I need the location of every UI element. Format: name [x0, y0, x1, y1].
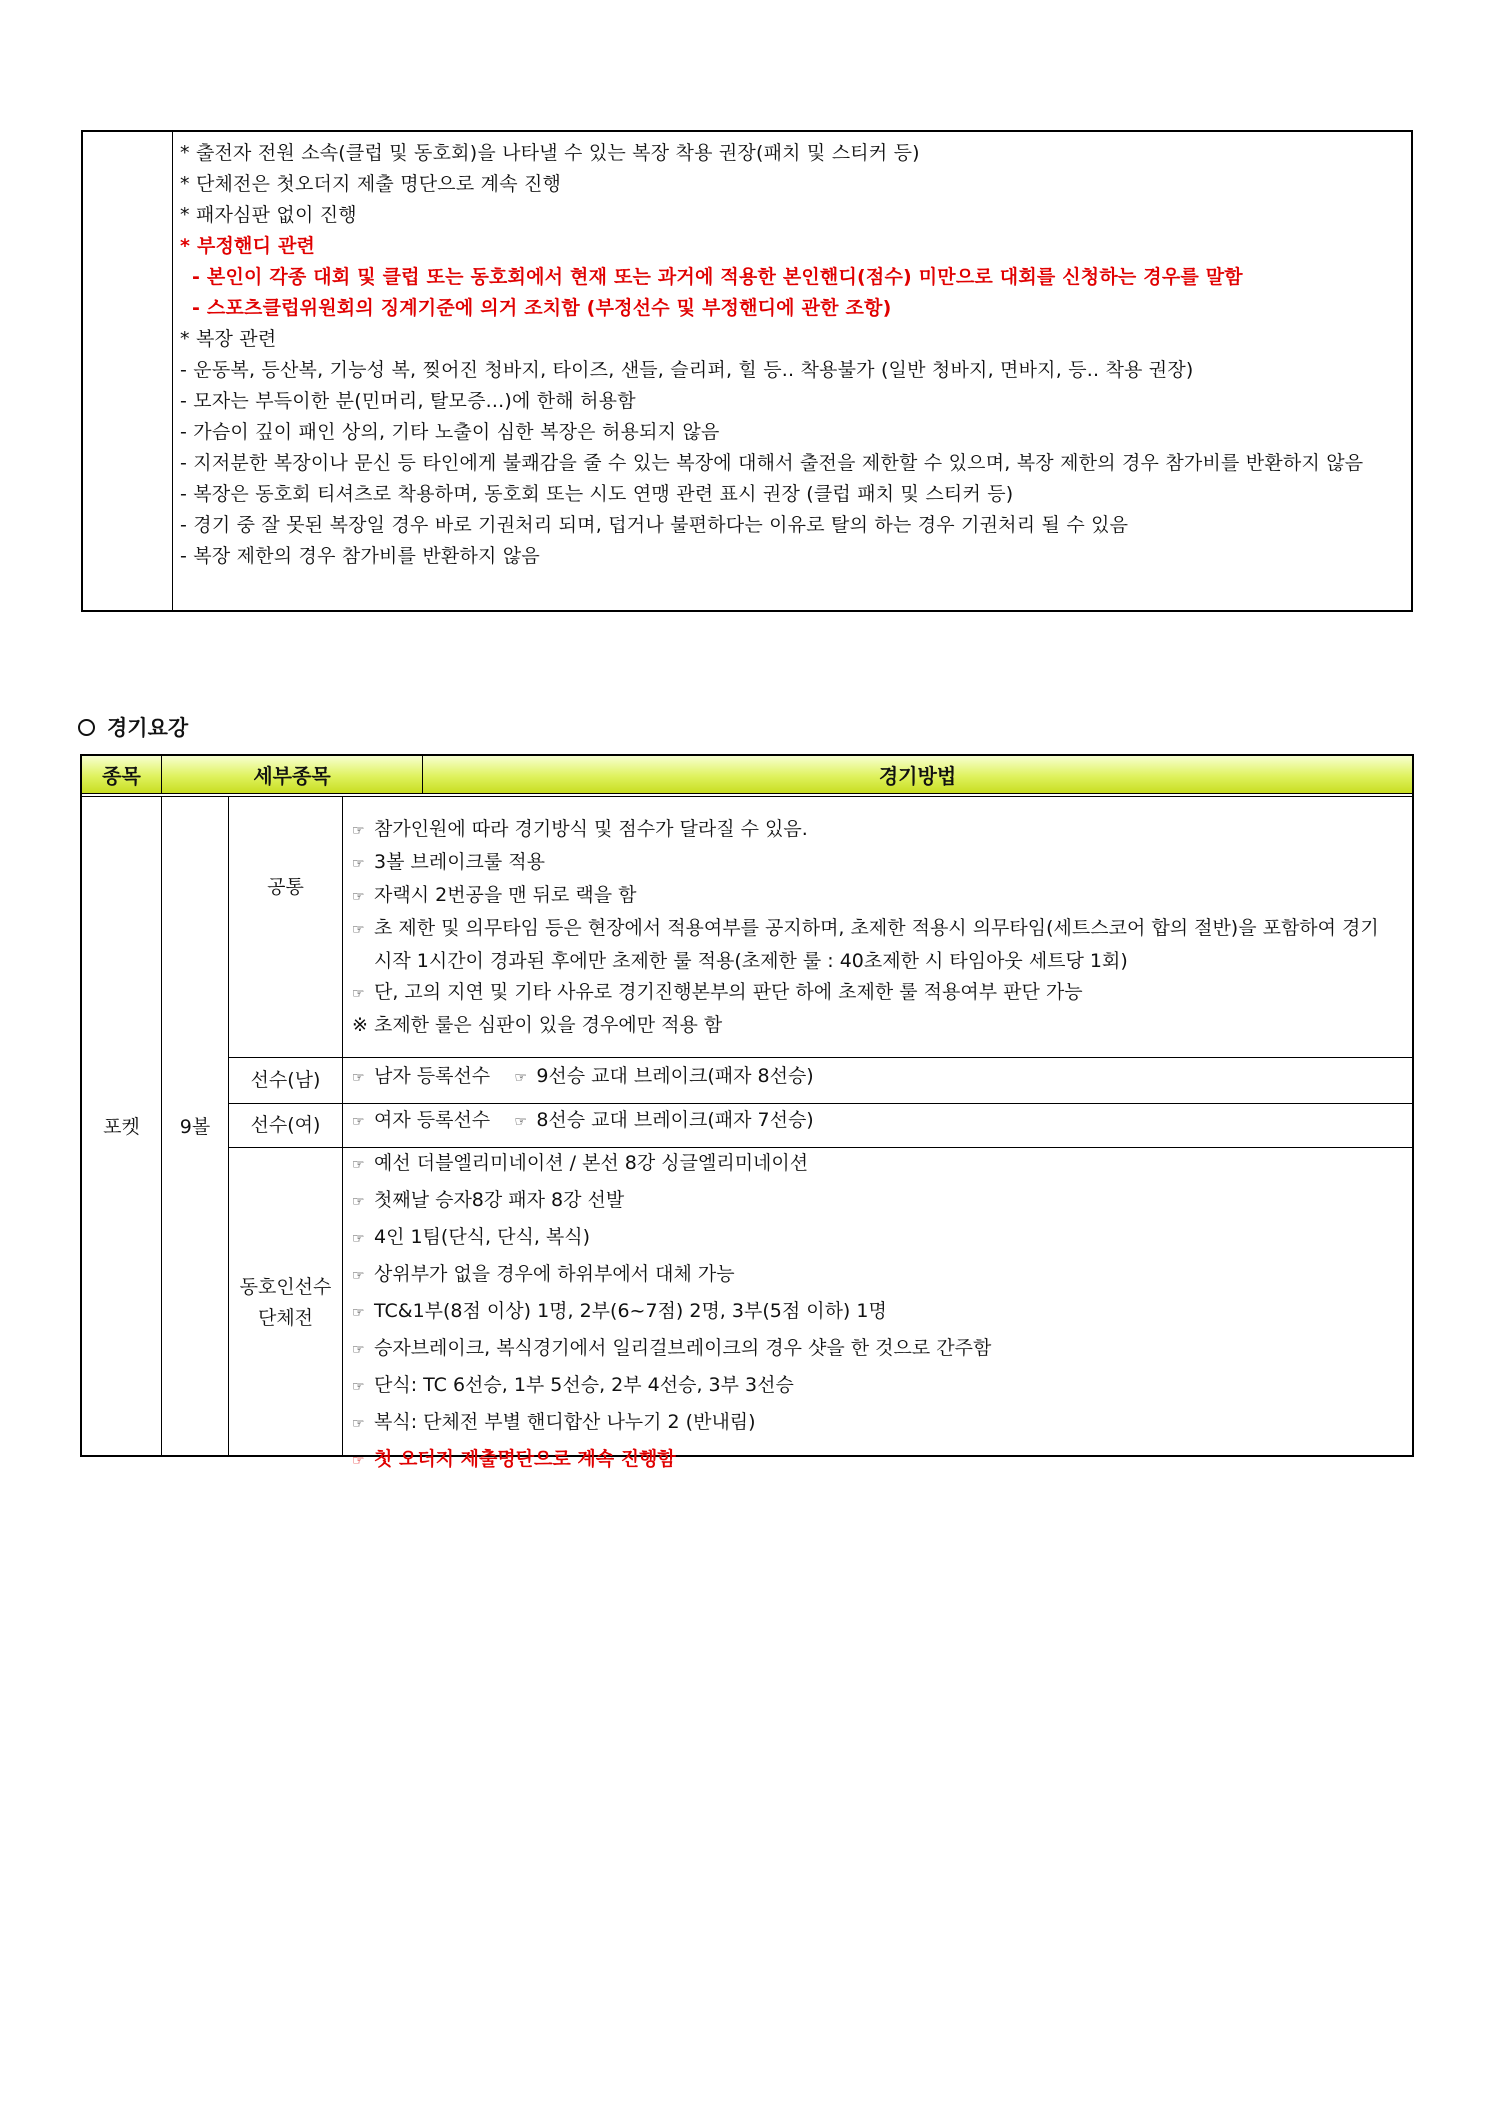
pointing-hand-icon: ☞ — [352, 1268, 365, 1284]
pointing-hand-icon: ☞ — [514, 1070, 527, 1086]
method-row: ☞ 여자 등록선수 ☞ 8선승 교대 브레이크(패자 7선승) — [352, 1105, 1474, 1138]
team-label — [229, 1148, 342, 1457]
header-event: 종목 — [82, 756, 162, 794]
pointing-hand-icon: ☞ — [352, 1231, 365, 1247]
pointing-hand-icon: ☞ — [352, 1305, 365, 1321]
note-line: - 복장 제한의 경우 참가비를 반환하지 않음 — [180, 545, 540, 567]
method-row: ☞ 참가인원에 따라 경기방식 및 점수가 달라질 수 있음. — [352, 814, 1402, 847]
pointing-hand-icon: ☞ — [352, 823, 365, 839]
pointing-hand-icon: ☞ — [352, 1157, 365, 1173]
pointing-hand-icon: ☞ — [352, 856, 365, 872]
note-line: - 지저분한 복장이나 문신 등 타인에게 불쾌감을 줄 수 있는 복장에 대해서 출전을 제한할 수 있으며, 복장 제한의 경우 참가비를 반환하지 않음 — [180, 452, 1364, 474]
pointing-hand-icon: ☞ — [352, 1194, 365, 1210]
method-row: ☞ TC&1부(8점 이상) 1명, 2부(6~7점) 2명, 3부(5점 이하) 1명 — [352, 1294, 1474, 1331]
pointing-hand-icon: ☞ — [352, 922, 365, 938]
pointing-hand-icon: ☞ — [352, 1453, 365, 1469]
pointing-hand-icon: ☞ — [352, 889, 365, 905]
method-row: ☞ 첫째날 승자8강 패자 8강 선발 — [352, 1183, 1474, 1220]
note-line: - 경기 중 잘 못된 복장일 경우 바로 기권처리 되며, 덥거나 불편하다는 이유로 탈의 하는 경우 기권처리 될 수 있음 — [180, 514, 1129, 536]
note-line: * 단체전은 첫오더지 제출 명단으로 계속 진행 — [180, 173, 562, 195]
method-row: ☞ 3볼 브레이크룰 적용 — [352, 847, 1402, 880]
note-line: - 본인이 각종 대회 및 클럽 또는 동호회에서 현재 또는 과거에 적용한 본인핸디(점수) 미만으로 대회를 신청하는 경우를 말함 — [192, 266, 1243, 288]
method-row: ☞ 단식: TC 6선승, 1부 5선승, 2부 4선승, 3부 3선승 — [352, 1368, 1474, 1405]
pointing-hand-icon: ☞ — [352, 1342, 365, 1358]
note-line: * 부정핸디 관련 — [180, 235, 316, 257]
notes-left-cell — [83, 132, 173, 610]
method-note: ※ 초제한 룰은 심판이 있을 경우에만 적용 함 — [352, 1014, 723, 1036]
notes-content — [180, 138, 1403, 572]
method-row: ☞ 첫 오더지 제출명단으로 계속 진행함 — [352, 1442, 1474, 1479]
notes-table — [81, 130, 1413, 612]
method-row: ☞ 승자브레이크, 복식경기에서 일리걸브레이크의 경우 샷을 한 것으로 간주함 — [352, 1331, 1474, 1368]
section-title — [78, 712, 188, 742]
section-title-text: 경기요강 — [107, 716, 189, 740]
method-row: ☞ 4인 1팀(단식, 단식, 복식) — [352, 1220, 1474, 1257]
note-line: * 복장 관련 — [180, 328, 277, 350]
pointing-hand-icon: ☞ — [352, 1114, 365, 1130]
note-line: - 운동복, 등산복, 기능성 복, 찢어진 청바지, 타이즈, 샌들, 슬리퍼, 힐 등.. 착용불가 (일반 청바지, 면바지, 등.. 착용 권장) — [180, 359, 1194, 381]
method-row: ☞ 단, 고의 지연 및 기타 사유로 경기진행본부의 판단 하에 초제한 룰 적용여부 판단 가능 — [352, 977, 1402, 1010]
common-method — [352, 814, 1402, 1041]
method-row: ☞ 예선 더블엘리미네이션 / 본선 8강 싱글엘리미네이션 — [352, 1146, 1474, 1183]
note-line: * 출전자 전원 소속(클럽 및 동호회)을 나타낼 수 있는 복장 착용 권장(패치 및 스티커 등) — [180, 142, 920, 164]
header-method: 경기방법 — [423, 756, 1412, 794]
row-divider — [228, 1103, 1412, 1104]
male-label: 선수(남) — [250, 1069, 321, 1091]
female-label: 선수(여) — [250, 1114, 321, 1136]
note-line: - 가슴이 깊이 패인 상의, 기타 노출이 심한 복장은 허용되지 않음 — [180, 421, 720, 443]
sub-event-cell: 9볼 — [179, 1115, 211, 1138]
circle-bullet-icon — [78, 719, 95, 736]
team-label-line2: 단체전 — [257, 1306, 314, 1329]
method-row: ☞ 초 제한 및 의무타임 등은 현장에서 적용여부를 공지하며, 초제한 적용시 의무타임(세트스코어 합의 절반)을 포함하여 경기 시작 1시간이 경과된 후에만 초제한 룰 적용(초제한 룰 : 40초제한 시 타임아웃 세트당 1회) — [352, 917, 1379, 972]
pointing-hand-icon: ☞ — [352, 1416, 365, 1432]
female-method — [352, 1105, 1474, 1138]
note-line: - 스포츠클럽위원회의 징계기준에 의거 조치함 (부정선수 및 부정핸디에 관한 조항) — [192, 297, 892, 319]
event-cell: 포켓 — [103, 1115, 140, 1138]
method-row: ☞ 상위부가 없을 경우에 하위부에서 대체 가능 — [352, 1257, 1474, 1294]
male-method — [352, 1061, 1474, 1094]
pointing-hand-icon: ☞ — [352, 1070, 365, 1086]
column-divider — [342, 796, 343, 1457]
team-label-line1: 동호인선수 — [239, 1275, 332, 1298]
method-row: ☞ 자랙시 2번공을 맨 뒤로 랙을 함 — [352, 880, 1402, 913]
team-method — [352, 1146, 1474, 1479]
method-row: ☞ 복식: 단체전 부별 핸디합산 나누기 2 (반내림) — [352, 1405, 1474, 1442]
note-line: - 모자는 부득이한 분(민머리, 탈모증...)에 한해 허용함 — [180, 390, 636, 412]
method-row: ☞ 남자 등록선수 ☞ 9선승 교대 브레이크(패자 8선승) — [352, 1061, 1474, 1094]
pointing-hand-icon: ☞ — [352, 1379, 365, 1395]
note-line: - 복장은 동호회 티셔츠로 착용하며, 동호회 또는 시도 연맹 관련 표시 권장 (클럽 패치 및 스티커 등) — [180, 483, 1014, 505]
note-line: * 패자심판 없이 진행 — [180, 204, 357, 226]
row-divider — [228, 1057, 1412, 1058]
header-sub-event: 세부종목 — [162, 756, 423, 794]
common-label: 공통 — [267, 875, 304, 898]
pointing-hand-icon: ☞ — [514, 1114, 527, 1130]
pointing-hand-icon: ☞ — [352, 986, 365, 1002]
